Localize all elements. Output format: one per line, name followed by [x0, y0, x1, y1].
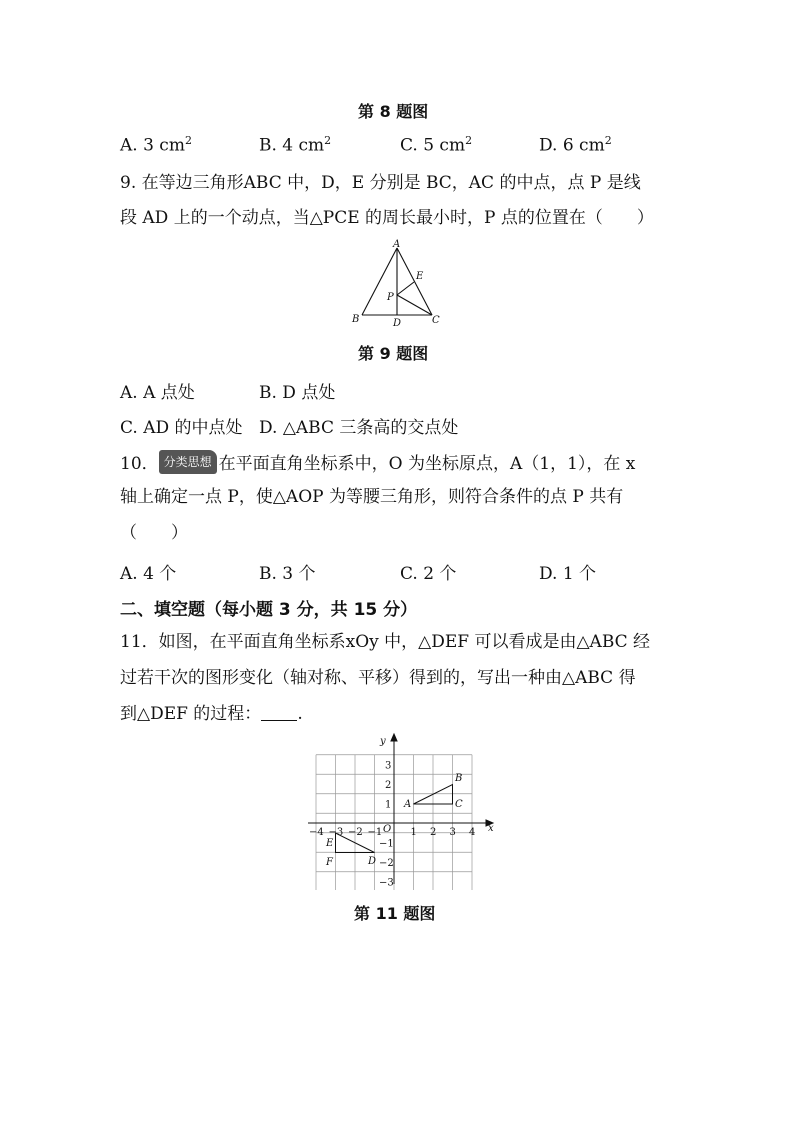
- q10-number: 10．: [120, 454, 159, 474]
- q8-option-b-sup: 2: [324, 134, 332, 147]
- q11-origin-label: O: [383, 824, 392, 835]
- q11-stem-line2: 过若干次的图形变化（轴对称、平移）得到的，写出一种由△ABC 得: [120, 668, 636, 688]
- q10-stem-line1: [120, 450, 635, 475]
- q10-stem-line3: （ ）: [120, 523, 188, 543]
- q10-tag-badge: 分类思想: [159, 450, 217, 474]
- q11-y-label: y: [380, 736, 386, 747]
- q11-point-f: F: [326, 857, 333, 868]
- y-tick-label: −3: [379, 877, 394, 889]
- q8-option-b[interactable]: [259, 134, 331, 156]
- q9-label-b: B: [352, 314, 360, 325]
- q9-segment-pe: [397, 282, 414, 295]
- x-tick-label: −3: [328, 827, 344, 838]
- q9-stem-line2: 段 AD 上的一个动点，当△PCE 的周长最小时，P 点的位置在（ ）: [120, 208, 654, 228]
- q11-answer-blank[interactable]: [261, 706, 297, 721]
- q10-stem-text: 在平面直角坐标系中，O 为坐标原点，A（1，1），在 x: [218, 454, 636, 474]
- x-tick-label: 1: [410, 827, 417, 838]
- q9-edge-ab: [362, 248, 397, 315]
- q10-option-c[interactable]: C. 2 个: [400, 564, 457, 584]
- q8-option-c[interactable]: [400, 134, 472, 156]
- q8-option-c-text: C. 5 cm: [400, 135, 466, 156]
- q11-point-c: C: [455, 799, 463, 810]
- x-tick-label: 4: [469, 827, 476, 838]
- x-tick-label: 3: [449, 827, 456, 838]
- q9-label-p: P: [387, 292, 394, 303]
- q9-label-a: A: [393, 239, 401, 250]
- q11-y-arrow-icon: [391, 734, 397, 741]
- y-tick-label: −2: [379, 858, 394, 869]
- q10-option-d[interactable]: D. 1 个: [539, 564, 597, 584]
- q11-stem-line3-end: .: [297, 704, 303, 724]
- q11-x-label: x: [488, 823, 494, 834]
- q9-label-e: E: [416, 271, 424, 282]
- q11-point-e: E: [326, 838, 334, 849]
- q11-point-d: D: [368, 856, 377, 867]
- q11-point-a: A: [404, 799, 412, 810]
- q10-option-a[interactable]: A. 4 个: [120, 564, 177, 584]
- q8-option-d[interactable]: [539, 134, 612, 156]
- q9-stem-line1: 9. 在等边三角形ABC 中，D，E 分别是 BC，AC 的中点，点 P 是线: [120, 173, 641, 193]
- q9-label-d: D: [393, 318, 402, 329]
- q8-option-a-sup: 2: [184, 134, 192, 147]
- x-tick-label: −2: [348, 827, 363, 838]
- x-tick-label: −1: [367, 827, 383, 838]
- q11-point-b: B: [455, 773, 463, 784]
- x-tick-label: 2: [430, 827, 437, 838]
- q11-stem-line3: [120, 703, 303, 725]
- q11-tick-labels: [309, 761, 475, 889]
- q8-option-a-text: A. 3 cm: [120, 135, 185, 156]
- q8-option-b-text: B. 4 cm: [259, 135, 325, 156]
- q8-option-c-sup: 2: [465, 134, 473, 147]
- y-tick-label: −1: [379, 838, 394, 850]
- q9-label-c: C: [432, 315, 440, 326]
- q9-option-a[interactable]: A. A 点处: [120, 383, 195, 403]
- q11-stem-line3-text: 到△DEF 的过程：: [120, 704, 262, 724]
- section-2-title: 二、填空题（每小题 3 分，共 15 分）: [120, 600, 418, 620]
- q10-stem-line2: 轴上确定一点 P，使△AOP 为等腰三角形，则符合条件的点 P 共有: [120, 487, 624, 507]
- y-tick-label: 1: [385, 799, 392, 811]
- q10-option-b[interactable]: B. 3 个: [259, 564, 316, 584]
- y-tick-label: 2: [385, 780, 392, 791]
- q9-figure: [345, 238, 445, 330]
- q8-option-a[interactable]: [120, 134, 192, 156]
- q8-caption: 第 8 题图: [358, 102, 429, 121]
- q9-option-d[interactable]: D. △ABC 三条高的交点处: [259, 418, 459, 438]
- q11-caption: 第 11 题图: [354, 904, 436, 923]
- y-tick-label: 3: [385, 760, 392, 772]
- q8-option-d-sup: 2: [604, 134, 612, 147]
- q11-coordinate-figure: [300, 732, 496, 890]
- q9-option-c[interactable]: C. AD 的中点处: [120, 418, 243, 438]
- q8-option-d-text: D. 6 cm: [539, 135, 605, 156]
- q11-stem-line1: 11．如图，在平面直角坐标系xOy 中，△DEF 可以看成是由△ABC 经: [120, 632, 651, 652]
- q9-option-b[interactable]: B. D 点处: [259, 383, 336, 403]
- q9-caption: 第 9 题图: [358, 344, 429, 363]
- x-tick-label: −4: [309, 827, 324, 838]
